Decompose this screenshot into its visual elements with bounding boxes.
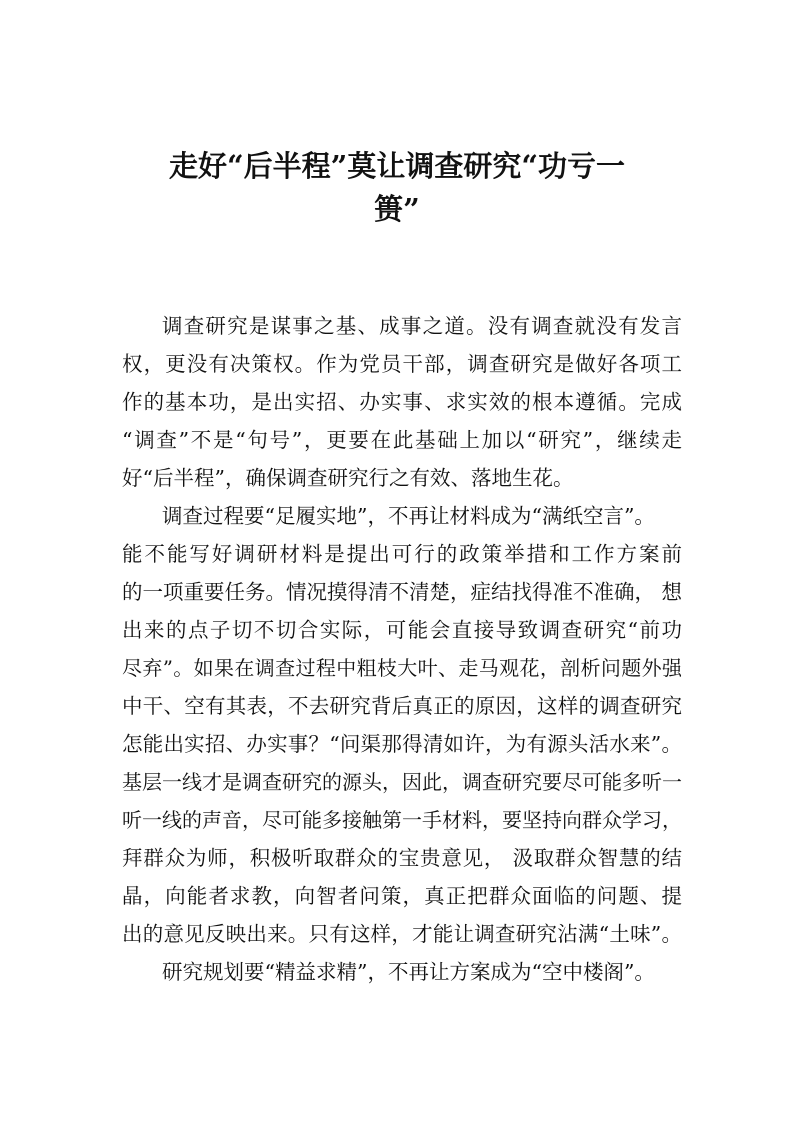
paragraph-1-line-4: “调查”不是“句号”，更要在此基础上加以“研究”，继续走 [122, 428, 682, 452]
paragraph-2-line-10: 拜群众为师，积极听取群众的宝贵意见， 汲取群众智慧的结 [122, 846, 682, 870]
paragraph-2-line-6: 中干、空有其表，不去研究背后真正的原因，这样的调查研究 [122, 694, 682, 718]
document-title-line-1: 走好“后半程”莫让调查研究“功亏一 [168, 149, 626, 183]
paragraph-2-line-12: 出的意见反映出来。只有这样，才能让调查研究沾满“土味”。 [122, 922, 682, 946]
paragraph-2-line-11: 晶，向能者求教，向智者问策，真正把群众面临的问题、提 [122, 884, 682, 908]
paragraph-2-line-7: 怎能出实招、办实事？“问渠那得清如许，为有源头活水来”。 [122, 732, 682, 756]
paragraph-1-line-3: 作的基本功，是出实招、办实事、求实效的根本遵循。完成 [122, 390, 682, 414]
document-title-line-2: 篑” [374, 192, 420, 226]
paragraph-2-line-2: 能不能写好调研材料是提出可行的政策举措和工作方案前 [122, 542, 682, 566]
paragraph-2-line-5: 尽弃”。如果在调查过程中粗枝大叶、走马观花，剖析问题外强 [122, 656, 682, 680]
paragraph-2-line-3: 的一项重要任务。情况摸得清不清楚，症结找得准不准确， 想 [122, 580, 683, 604]
paragraph-2-line-1: 调查过程要“足履实地”，不再让材料成为“满纸空言”。 [162, 504, 655, 528]
paragraph-2-line-8: 基层一线才是调查研究的源头，因此，调查研究要尽可能多听一 [122, 770, 682, 794]
paragraph-3-line-1: 研究规划要“精益求精”，不再让方案成为“空中楼阁”。 [162, 960, 655, 984]
paragraph-2-line-9: 听一线的声音，尽可能多接触第一手材料，要坚持向群众学习， [122, 808, 682, 832]
paragraph-1-line-2: 权，更没有决策权。作为党员干部，调查研究是做好各项工 [122, 352, 682, 376]
paragraph-2-line-4: 出来的点子切不切合实际，可能会直接导致调查研究“前功 [122, 618, 682, 642]
paragraph-1-line-1: 调查研究是谋事之基、成事之道。没有调查就没有发言 [162, 314, 682, 338]
paragraph-1-line-5: 好“后半程”，确保调查研究行之有效、落地生花。 [122, 466, 574, 490]
